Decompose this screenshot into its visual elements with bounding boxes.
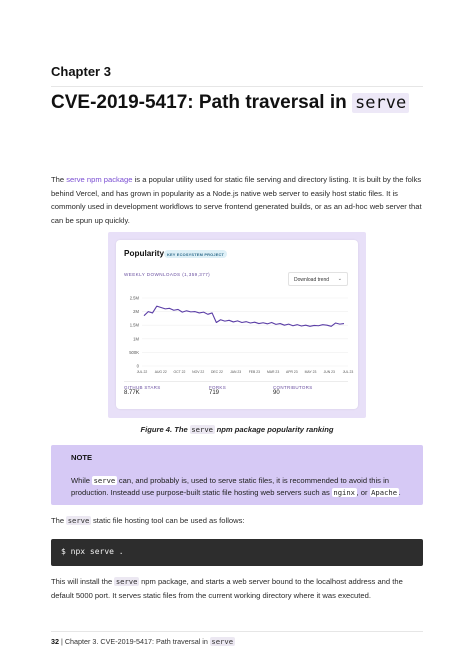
x-tick-label: JUN 23 [323,370,335,374]
chart-grid [142,298,348,366]
chapter-divider [51,86,423,87]
x-tick-label: JUL 23 [342,370,354,374]
usage-code: serve [67,516,90,525]
note-text [71,475,421,498]
popularity-title: Popularity [124,249,165,258]
x-tick-label: JAN 23 [230,370,242,374]
note-code-nginx: nginx [333,487,356,497]
caption-prefix: Figure 4. The [140,425,188,434]
x-tick-label: AUG 22 [154,370,167,374]
footer-divider [51,631,423,632]
page-number: 32 [51,637,59,646]
stat-label: FORKS [209,385,227,390]
note-text-part: can, and probably is, used to serve static files, it is recommended to avoid this in production. Insteadd use purpose-built static file hosting web servers such as [71,476,389,497]
closing-prefix: This will install the [51,577,115,586]
x-tick-label: MAR 23 [266,370,280,374]
stat-label: CONTRIBUTORS [273,385,313,390]
note-title: NOTE [71,453,93,462]
usage-prefix: The [51,516,67,525]
y-tick-label: 1M [133,336,139,342]
footer-code: serve [211,637,234,646]
x-tick-label: FEB 23 [248,370,261,374]
stat-contributors [273,385,313,396]
stat-value: 90 [273,390,280,396]
stat-forks [209,385,226,396]
x-tick-label: MAY 23 [304,370,317,374]
download-trend-label: Download trend [294,277,330,283]
x-tick-label: DEC 22 [210,370,223,374]
note-text-part: . [398,487,401,497]
note-code-serve: serve [93,476,116,485]
ecosystem-badge: KEY ECOSYSTEM PROJECT [164,250,227,258]
stat-value: 719 [209,390,220,396]
intro-text: is a popular utility used for static file serving and directory listing. It is built by the folks behind Vercel, and has grown in popularity as a Node.js native web server to easily host static files. It is commonly used in development workflows to serve frontend generated builds, or as an ad-hoc web server that can be spun up quickly. [51,175,422,225]
chevron-down-icon: ⌄ [337,276,342,282]
usage-suffix: static file hosting tool can be used as follows: [90,516,245,525]
stats-divider [124,381,348,382]
stat-github-stars [124,385,161,396]
downloads-chart [116,240,358,380]
note-code-apache: Apache [371,487,398,497]
closing-code: serve [115,577,138,586]
y-tick-label: 500K [129,349,139,355]
popularity-card [116,240,358,409]
closing-suffix: npm package, and starts a web server bound to the localhost address and the default 5000 port. It serves static files from the current working directory where it was executed. [51,577,403,600]
serve-package-link[interactable]: serve npm package [66,175,133,184]
chapter-title-text: CVE-2019-5417: Path traversal in [51,92,347,113]
x-tick-label: OCT 22 [173,370,186,374]
x-tick-label: APR 23 [285,370,298,374]
note-text-part: , or [356,487,370,497]
y-tick-label: 1.5M [129,322,139,328]
stat-value: 8.77K [124,390,140,396]
caption-code: serve [191,425,213,434]
chapter-title [51,92,409,114]
x-tick-label: NOV 22 [192,370,205,374]
page-footer [51,637,235,646]
command-code-block[interactable] [51,539,423,566]
downloads-series-line [144,306,344,326]
closing-paragraph [51,575,423,602]
footer-text: | Chapter 3. CVE-2019-5417: Path traversal in [59,637,210,646]
intro-paragraph [51,173,423,227]
figure-caption [51,425,423,434]
usage-paragraph [51,514,423,528]
y-tick-label: 2.5M [129,295,139,301]
note-callout [51,445,423,505]
weekly-downloads-label: WEEKLY DOWNLOADS (1,359,377) [124,272,211,277]
y-tick-label: 0 [136,363,139,369]
note-text-part: While [71,476,93,485]
chapter-title-code: serve [352,93,409,113]
command-text[interactable]: $ npx serve . [61,547,124,556]
caption-suffix: npm package popularity ranking [216,425,334,434]
intro-prefix: The [51,175,67,184]
x-tick-label: JUL 22 [136,370,148,374]
stat-label: GITHUB STARS [124,385,161,390]
y-tick-label: 2M [133,309,139,315]
chapter-label: Chapter 3 [51,64,111,79]
